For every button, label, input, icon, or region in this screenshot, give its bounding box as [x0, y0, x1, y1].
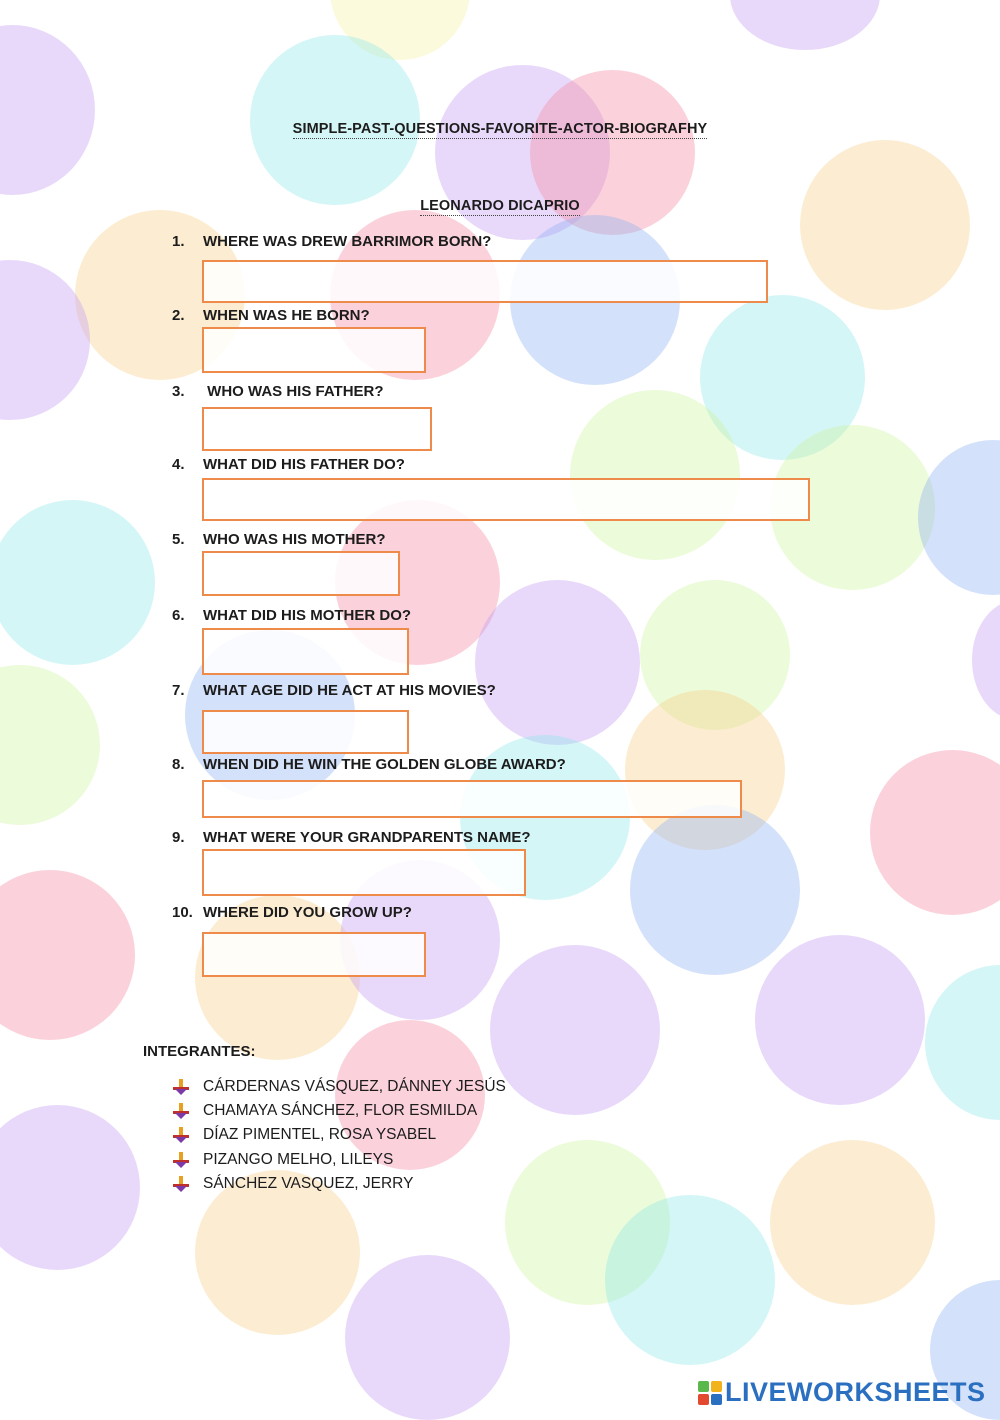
- arrow-bullet-icon: [172, 1102, 190, 1120]
- arrow-bullet-icon: [172, 1126, 190, 1144]
- question-text: WHEN DID HE WIN THE GOLDEN GLOBE AWARD?: [203, 756, 566, 773]
- question-text: WHEN WAS HE BORN?: [203, 307, 370, 324]
- worksheet-title: SIMPLE-PAST-QUESTIONS-FAVORITE-ACTOR-BIOGRAFHY: [292, 121, 708, 137]
- question-number: 4.: [172, 456, 185, 473]
- question-number: 1.: [172, 233, 185, 250]
- question-number: 6.: [172, 607, 185, 624]
- question-number: 3.: [172, 383, 185, 400]
- question-number: 5.: [172, 531, 185, 548]
- answer-box-9[interactable]: [202, 849, 526, 896]
- liveworksheets-logo: [697, 1377, 986, 1408]
- member-name: DÍAZ PIMENTEL, ROSA YSABEL: [203, 1126, 437, 1143]
- question-text: WHO WAS HIS FATHER?: [203, 383, 384, 400]
- question-text: WHO WAS HIS MOTHER?: [203, 531, 386, 548]
- answer-box-2[interactable]: [202, 327, 426, 373]
- arrow-bullet-icon: [172, 1175, 190, 1193]
- member-name: PIZANGO MELHO, LILEYS: [203, 1151, 394, 1168]
- member-item: [172, 1175, 413, 1193]
- question-number: 9.: [172, 829, 185, 846]
- member-item: [172, 1102, 477, 1120]
- question-text: WHAT WERE YOUR GRANDPARENTS NAME?: [203, 829, 531, 846]
- member-name: CHAMAYA SÁNCHEZ, FLOR ESMILDA: [203, 1102, 478, 1119]
- liveworksheets-logo-text: LIVEWORKSHEETS: [725, 1377, 986, 1407]
- question-text: WHERE WAS DREW BARRIMOR BORN?: [203, 233, 492, 250]
- question-text: WHAT AGE DID HE ACT AT HIS MOVIES?: [203, 682, 496, 699]
- question-text: WHAT DID HIS MOTHER DO?: [203, 607, 412, 624]
- answer-box-1[interactable]: [202, 260, 768, 303]
- answer-box-3[interactable]: [202, 407, 432, 451]
- actor-name-subtitle: LEONARDO DICAPRIO: [420, 198, 580, 214]
- arrow-bullet-icon: [172, 1151, 190, 1169]
- member-item: [172, 1126, 436, 1144]
- liveworksheets-logo-icon: [697, 1380, 723, 1406]
- question-number: 7.: [172, 682, 185, 699]
- answer-box-8[interactable]: [202, 780, 742, 818]
- answer-box-4[interactable]: [202, 478, 810, 521]
- member-name: SÁNCHEZ VASQUEZ, JERRY: [203, 1175, 414, 1192]
- answer-box-7[interactable]: [202, 710, 409, 754]
- question-number: 2.: [172, 307, 185, 324]
- answer-box-10[interactable]: [202, 932, 426, 977]
- member-item: [172, 1078, 506, 1096]
- question-text: WHAT DID HIS FATHER DO?: [203, 456, 405, 473]
- members-label: INTEGRANTES:: [143, 1043, 256, 1060]
- answer-box-6[interactable]: [202, 628, 409, 675]
- member-item: [172, 1151, 393, 1169]
- question-text: WHERE DID YOU GROW UP?: [203, 904, 412, 921]
- answer-box-5[interactable]: [202, 551, 400, 596]
- member-name: CÁRDERNAS VÁSQUEZ, DÁNNEY JESÚS: [203, 1078, 506, 1095]
- arrow-bullet-icon: [172, 1078, 190, 1096]
- question-number: 8.: [172, 756, 185, 773]
- question-number: 10.: [172, 904, 193, 921]
